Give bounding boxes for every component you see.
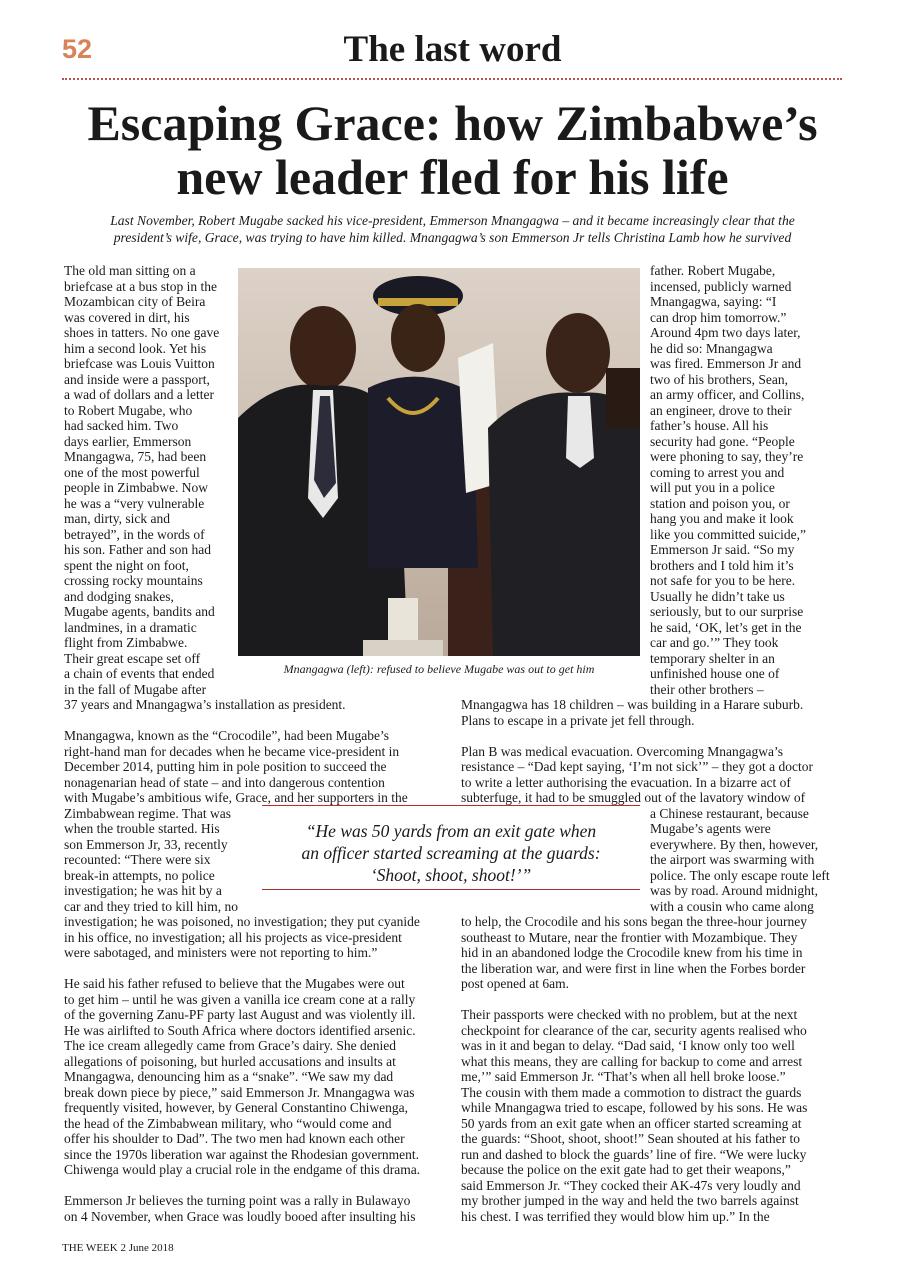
headline — [30, 96, 875, 204]
text-line: coming to arrest you and — [650, 464, 785, 480]
text-line: the head of the Zimbabwean military, who “would come and — [64, 1115, 392, 1131]
text-line: was fired. Emmerson Jr and — [650, 356, 802, 371]
text-line: everywhere. By then, however, — [650, 836, 819, 852]
section-title: The last word — [343, 29, 562, 70]
text-line: was in it and began to delay. “Dad said, ‘I know only too well — [461, 1038, 795, 1053]
text-line: he did so: Mnangagwa — [650, 340, 773, 356]
text-line: frequently visited, however, by General Constantino Chiwenga, — [64, 1100, 408, 1115]
text-line: Mnangagwa, known as the “Crocodile”, had been Mugabe’s — [64, 728, 390, 743]
text-line: The old man sitting on a — [64, 263, 196, 278]
text-line: shoes in tatters. No one gave — [64, 325, 220, 340]
text-line: the airport was swarming with — [650, 852, 815, 867]
text-line: with Mugabe’s ambitious wife, Grace, and her supporters in the — [64, 790, 408, 805]
text-line: two of his brothers, Sean, — [650, 371, 788, 387]
text-line: a chain of events that ended — [64, 666, 215, 681]
text-line: when the trouble started. His — [64, 821, 220, 836]
text-line: an engineer, drove to their — [650, 402, 792, 418]
text-line: He said his father refused to believe that the Mugabes were out — [64, 976, 405, 991]
article-column-right-lower — [461, 697, 813, 1224]
text-line — [461, 992, 813, 1008]
text-line: of the governing Zanu-PF party last August and was violently ill. — [64, 1007, 416, 1022]
text-line: the guards: “Shoot, shoot, shoot!” Sean shouted at his father to — [461, 1131, 800, 1146]
text-line — [64, 961, 420, 977]
standfirst-line: Last November, Robert Mugabe sacked his vice-president, Emmerson Mnangagwa – and it became increasingly clear that the — [110, 213, 795, 228]
footer-issue-date: THE WEEK 2 June 2018 — [62, 1242, 174, 1254]
article-column-right-top — [650, 263, 806, 697]
text-line: to help, the Crocodile and his sons began the three-hour journey — [461, 914, 808, 929]
text-line: and dodging snakes, — [64, 588, 174, 604]
text-line: Mugabe’s agents were — [650, 821, 771, 836]
text-line: their other brothers – — [650, 681, 764, 697]
text-line: what this means, they are calling for backup to come and arrest — [461, 1053, 803, 1069]
text-line: in the fall of Mugabe after — [64, 681, 207, 697]
text-line: break-in attempts, no police — [64, 867, 215, 883]
text-line: allegations of poisoning, but hurled accusations and insults at — [64, 1053, 396, 1069]
text-line: checkpoint for clearance of the car, security agents realised who — [461, 1022, 807, 1038]
text-line: Plan B was medical evacuation. Overcoming Mnangagwa’s — [461, 743, 784, 759]
text-line: the liberation war, and were first in line when the Forbes border — [461, 960, 806, 976]
text-line: a Chinese restaurant, because — [650, 805, 809, 821]
text-line: Around 4pm two days later, — [650, 325, 801, 340]
text-line: man, dirty, sick and — [64, 511, 170, 526]
text-line: was by road. Around midnight, — [650, 883, 818, 898]
text-line: brothers and I told him it’s — [650, 557, 794, 573]
text-line: incensed, publicly warned — [650, 278, 792, 294]
text-line: like you committed suicide,” — [650, 526, 806, 542]
text-line: Their passports were checked with no problem, but at the next — [461, 1007, 798, 1022]
text-line: car and they tried to kill him, no — [64, 898, 238, 914]
text-line: temporary shelter in an — [650, 650, 775, 666]
text-line: on 4 November, when Grace was loudly booed after insulting his — [64, 1208, 416, 1224]
text-line: my brother jumped in the way and held the two barrels against — [461, 1193, 799, 1208]
standfirst — [70, 212, 835, 246]
text-line: not safe for you to be here. — [650, 573, 796, 588]
text-line: flight from Zimbabwe. — [64, 635, 188, 650]
text-line: station and poison you, or — [650, 495, 790, 511]
text-line: his chest. I was terrified they would blow him up.” In the — [461, 1208, 770, 1224]
text-line: one of the most powerful — [64, 464, 200, 480]
text-line: hid in an abandoned lodge the Crocodile knew from his time in — [461, 945, 803, 960]
pull-quote-line: “He was 50 yards from an exit gate when — [305, 821, 597, 841]
text-line: The cousin with them made a commotion to distract the guards — [461, 1084, 802, 1100]
text-line: post opened at 6am. — [461, 976, 569, 991]
photo-caption: Mnangagwa (left): refused to believe Mugabe was out to get him — [283, 662, 595, 676]
pull-quote-line: an officer started screaming at the guards: — [301, 843, 601, 863]
headline-line: new leader fled for his life — [176, 149, 729, 205]
text-line: was covered in dirt, his — [64, 309, 190, 325]
text-line: he was a “very vulnerable — [64, 495, 205, 511]
text-line: me,’” said Emmerson Jr. “That’s when all hell broke loose.” — [461, 1069, 786, 1084]
pull-quote — [262, 820, 640, 886]
text-line: a wad of dollars and a letter — [64, 387, 214, 402]
text-line: Usually he didn’t take us — [650, 588, 785, 604]
standfirst-line: president’s wife, Grace, was trying to have him killed. Mnangagwa’s son Emmerson Jr tells Christina Lamb how he survived — [113, 230, 792, 245]
article-photo — [238, 268, 640, 656]
text-line — [461, 728, 813, 744]
text-line: people in Zimbabwe. Now — [64, 480, 208, 495]
text-line: while Mnangagwa tried to escape, followed by his sons. He was — [461, 1100, 808, 1115]
text-line: spent the night on foot, — [64, 557, 189, 573]
text-line: 37 years and Mnangagwa’s installation as president. — [64, 697, 346, 712]
text-line: security had gone. “People — [650, 433, 795, 449]
text-line: father’s house. All his — [650, 418, 769, 433]
text-line: He was airlifted to South Africa where doctors identified arsenic. — [64, 1022, 416, 1038]
text-line: landmines, in a dramatic — [64, 619, 197, 635]
text-line: to Robert Mugabe, who — [64, 402, 193, 418]
pull-quote-rule-top — [262, 805, 640, 806]
text-line: Emmerson Jr believes the turning point was a rally in Bulawayo — [64, 1193, 411, 1208]
text-line — [64, 1178, 420, 1194]
text-line: run and dashed to block the guards’ line of fire. “We were lucky — [461, 1146, 807, 1162]
text-line: in his office, no investigation; all his projects as vice-president — [64, 929, 402, 945]
text-line: his son. Father and son had — [64, 542, 211, 557]
text-line: Emmerson Jr said. “So my — [650, 542, 795, 557]
text-line: subterfuge, it had to be smuggled out of the lavatory window of — [461, 790, 806, 805]
text-line: an army officer, and Collins, — [650, 387, 805, 402]
text-line: right-hand man for decades when he became vice-president in — [64, 743, 400, 759]
text-line: Zimbabwean regime. That was — [64, 805, 231, 821]
text-line: since the 1970s liberation war against the Rhodesian government. — [64, 1146, 420, 1162]
text-line: Mnangagwa, saying: “I — [650, 294, 777, 309]
text-line: son Emmerson Jr, 33, recently — [64, 836, 228, 852]
text-line: said Emmerson Jr. “They cocked their AK-47s very loudly and — [461, 1177, 801, 1193]
text-line: Mnangagwa has 18 children – was building in a Harare suburb. — [461, 697, 804, 712]
text-line: days earlier, Emmerson — [64, 433, 192, 449]
text-line: to get him – until he was given a vanilla ice cream cone at a rally — [64, 991, 416, 1007]
text-line: recounted: “There were six — [64, 852, 211, 867]
dotted-divider — [62, 78, 842, 80]
text-line: police. The only escape route left — [650, 867, 830, 883]
text-line — [64, 713, 420, 729]
text-line: Mnangagwa, 75, had been — [64, 449, 207, 464]
text-line: Mugabe agents, bandits and — [64, 604, 215, 619]
text-line: December 2014, putting him in pole position to succeed the — [64, 759, 387, 774]
text-line: were phoning to say, they’re — [650, 449, 804, 464]
text-line: nonagenarian head of state – and into dangerous contention — [64, 774, 385, 790]
text-line: Chiwenga would play a crucial role in the endgame of this drama. — [64, 1162, 421, 1177]
text-line: Their great escape set off — [64, 650, 201, 666]
text-line: crossing rocky mountains — [64, 573, 203, 588]
text-line: to write a letter authorising the evacuation. In a bizarre act of — [461, 774, 791, 790]
text-line: car and go.’” They took — [650, 635, 779, 650]
text-line: briefcase was Louis Vuitton — [64, 356, 215, 371]
text-line: investigation; he was hit by a — [64, 883, 222, 898]
text-line: can drop him tomorrow.” — [650, 309, 787, 325]
pull-quote-line: ‘Shoot, shoot, shoot!’” — [370, 865, 532, 885]
text-line: had sacked him. Two — [64, 418, 179, 433]
page-number: 52 — [62, 34, 93, 64]
text-line: he said, ‘OK, let’s get in the — [650, 619, 802, 635]
article-column-right-narrow — [650, 806, 830, 915]
text-line: hang you and make it look — [650, 511, 794, 526]
text-line: Mnangagwa, denouncing him as a “snake”. “We saw my dad — [64, 1069, 394, 1084]
text-line: him a second look. Yet his — [64, 340, 207, 356]
text-line: betrayed”, in the words of — [64, 526, 205, 542]
text-line: offer his shoulder to Dad”. The two men had known each other — [64, 1131, 405, 1146]
pull-quote-rule-bottom — [262, 889, 640, 890]
text-line: father. Robert Mugabe, — [650, 263, 776, 278]
text-line: resistance – “Dad kept saying, ‘I’m not sick’” – they got a doctor — [461, 759, 814, 774]
text-line: and inside were a passport, — [64, 371, 210, 387]
text-line: unfinished house one of — [650, 666, 780, 681]
text-line: The ice cream allegedly came from Grace’s dairy. She denied — [64, 1038, 396, 1053]
text-line: 50 yards from an exit gate when an officer started screaming at — [461, 1115, 802, 1131]
text-line: with a cousin who came along — [650, 898, 814, 914]
text-line: because the police on the exit gate had to get their weapons,” — [461, 1162, 791, 1177]
text-line: break down piece by piece,” said Emmerson Jr. Mnangagwa was — [64, 1084, 415, 1100]
text-line: investigation; he was poisoned, no investigation; they put cyanide — [64, 914, 420, 929]
text-line: southeast to Mutare, near the frontier with Mozambique. They — [461, 929, 798, 945]
text-line: Mozambican city of Beira — [64, 294, 206, 309]
text-line: briefcase at a bus stop in the — [64, 278, 217, 294]
text-line: were sabotaged, and ministers were not reporting to him.” — [64, 945, 378, 960]
headline-line: Escaping Grace: how Zimbabwe’s — [87, 95, 818, 151]
text-line: seriously, but to our surprise — [650, 604, 804, 619]
text-line: Plans to escape in a private jet fell through. — [461, 712, 695, 728]
text-line: will put you in a police — [650, 480, 775, 495]
